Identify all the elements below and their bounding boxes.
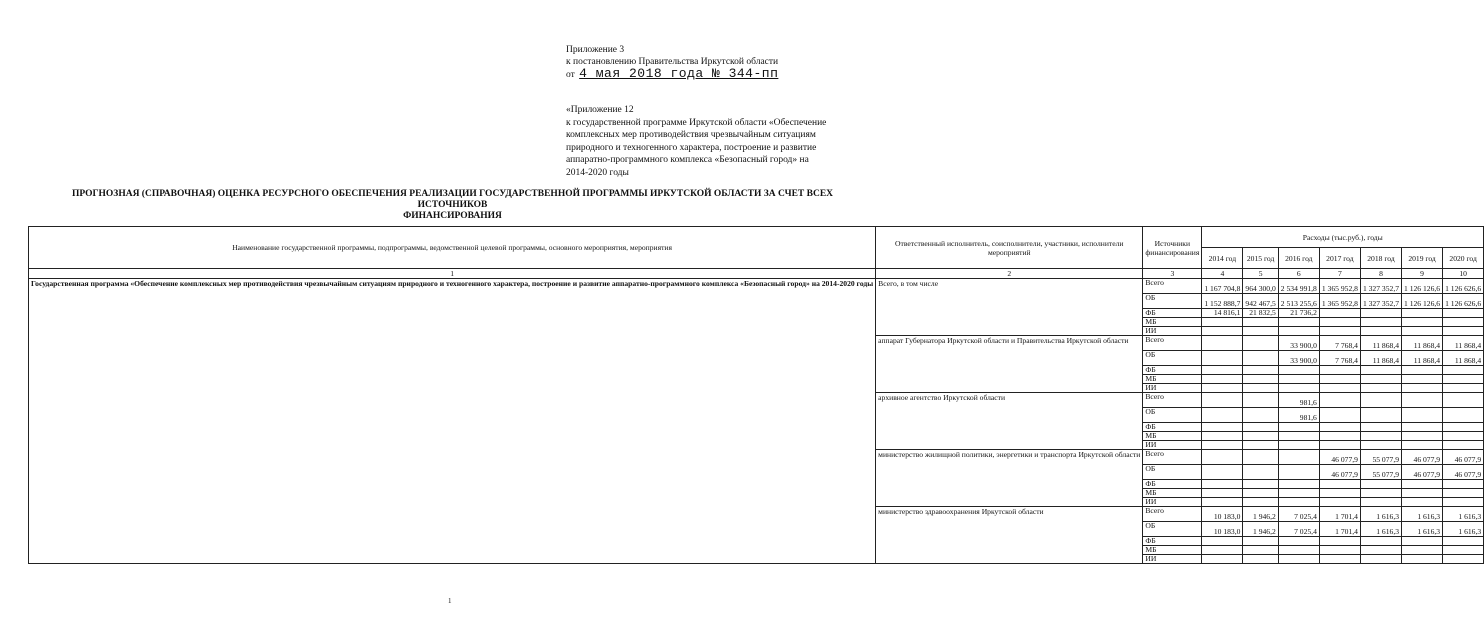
value-cell — [1402, 408, 1443, 423]
value-cell: 2 534 991,8 — [1278, 279, 1319, 294]
value-cell — [1402, 489, 1443, 498]
value-cell: 981,6 — [1278, 408, 1319, 423]
value-cell — [1243, 489, 1278, 498]
value-cell — [1202, 393, 1243, 408]
col-number: 5 — [1243, 269, 1278, 279]
value-cell: 1 365 952,8 — [1319, 279, 1360, 294]
value-cell — [1243, 498, 1278, 507]
value-cell — [1402, 441, 1443, 450]
value-cell — [1278, 384, 1319, 393]
value-cell: 1 126 126,6 — [1402, 279, 1443, 294]
value-cell — [1243, 537, 1278, 546]
value-cell — [1319, 441, 1360, 450]
value-cell — [1360, 489, 1401, 498]
value-cell — [1278, 375, 1319, 384]
value-cell — [1319, 498, 1360, 507]
source-cell: ОБ — [1143, 351, 1202, 366]
source-cell: ФБ — [1143, 309, 1202, 318]
source-cell: ОБ — [1143, 522, 1202, 537]
value-cell — [1443, 555, 1484, 564]
value-cell — [1443, 408, 1484, 423]
executor-cell: архивное агентство Иркутской области — [876, 393, 1143, 450]
value-cell — [1443, 423, 1484, 432]
value-cell: 1 167 704,8 — [1202, 279, 1243, 294]
value-cell: 55 077,9 — [1360, 450, 1401, 465]
value-cell — [1202, 384, 1243, 393]
value-cell — [1319, 309, 1360, 318]
value-cell: 7 768,4 — [1319, 336, 1360, 351]
value-cell — [1278, 480, 1319, 489]
value-cell: 1 126 126,6 — [1402, 294, 1443, 309]
value-cell: 1 616,3 — [1443, 507, 1484, 522]
value-cell: 21 832,5 — [1243, 309, 1278, 318]
value-cell — [1360, 366, 1401, 375]
value-cell — [1443, 327, 1484, 336]
value-cell — [1243, 423, 1278, 432]
executor-cell: министерство жилищной политики, энергетики и транспорта Иркутской области — [876, 450, 1143, 507]
source-cell: ОБ — [1143, 408, 1202, 423]
col-number: 1 — [29, 269, 876, 279]
value-cell — [1360, 375, 1401, 384]
value-cell — [1278, 489, 1319, 498]
value-cell: 11 868,4 — [1402, 351, 1443, 366]
value-cell — [1443, 480, 1484, 489]
value-cell — [1319, 384, 1360, 393]
value-cell — [1243, 351, 1278, 366]
value-cell — [1243, 318, 1278, 327]
decree-header — [566, 44, 778, 81]
value-cell: 21 736,2 — [1278, 309, 1319, 318]
value-cell — [1319, 393, 1360, 408]
appendix-12-block — [566, 104, 866, 180]
value-cell — [1319, 489, 1360, 498]
value-cell: 33 900,0 — [1278, 336, 1319, 351]
value-cell — [1202, 351, 1243, 366]
value-cell: 964 300,0 — [1243, 279, 1278, 294]
col-header-source: Источники финансирования — [1143, 227, 1202, 269]
value-cell — [1202, 489, 1243, 498]
source-cell: ФБ — [1143, 366, 1202, 375]
value-cell — [1360, 480, 1401, 489]
value-cell: 33 900,0 — [1278, 351, 1319, 366]
value-cell — [1202, 423, 1243, 432]
value-cell — [1202, 555, 1243, 564]
value-cell — [1360, 318, 1401, 327]
value-cell — [1278, 327, 1319, 336]
value-cell — [1278, 465, 1319, 480]
value-cell — [1402, 480, 1443, 489]
value-cell — [1278, 423, 1319, 432]
value-cell — [1319, 432, 1360, 441]
value-cell — [1243, 465, 1278, 480]
value-cell: 46 077,9 — [1402, 450, 1443, 465]
value-cell — [1402, 375, 1443, 384]
value-cell — [1202, 546, 1243, 555]
source-cell: ФБ — [1143, 537, 1202, 546]
value-cell — [1278, 432, 1319, 441]
col-number: 4 — [1202, 269, 1243, 279]
value-cell: 1 616,3 — [1443, 522, 1484, 537]
source-cell: ФБ — [1143, 423, 1202, 432]
year-header: 2017 год — [1319, 248, 1360, 269]
value-cell — [1243, 546, 1278, 555]
appendix-12-line: комплексных мер противодействия чрезвычайным ситуациям — [566, 130, 816, 141]
value-cell — [1243, 441, 1278, 450]
value-cell — [1319, 375, 1360, 384]
value-cell — [1278, 546, 1319, 555]
decree-date-line — [566, 68, 778, 81]
value-cell — [1243, 375, 1278, 384]
value-cell: 46 077,9 — [1319, 450, 1360, 465]
value-cell: 10 183,0 — [1202, 522, 1243, 537]
value-cell — [1443, 366, 1484, 375]
program-name-cell: Государственная программа «Обеспечение комплексных мер противодействия чрезвычайным ситуациям природного и техногенного характера, построение и развитие аппаратно-программного комплекса «Безопасный город» на 2014-2020 годы — [29, 279, 876, 564]
appendix-12-line: аппаратно-программного комплекса «Безопасный город» на — [566, 155, 809, 166]
value-cell: 11 868,4 — [1360, 336, 1401, 351]
value-cell — [1278, 537, 1319, 546]
source-cell: ИИ — [1143, 327, 1202, 336]
col-header-executor: Ответственный исполнитель, соисполнители, участники, исполнители мероприятий — [876, 227, 1143, 269]
source-cell: МБ — [1143, 375, 1202, 384]
appendix-12-line: «Приложение 12 — [566, 105, 634, 115]
value-cell — [1202, 366, 1243, 375]
value-cell: 11 868,4 — [1443, 336, 1484, 351]
executor-cell: аппарат Губернатора Иркутской области и Правительства Иркутской области — [876, 336, 1143, 393]
value-cell: 55 077,9 — [1360, 465, 1401, 480]
to-decree-label: к постановлению Правительства Иркутской области — [566, 57, 779, 67]
from-label: от — [566, 70, 575, 80]
value-cell: 14 816,1 — [1202, 309, 1243, 318]
value-cell — [1202, 318, 1243, 327]
source-cell: МБ — [1143, 432, 1202, 441]
value-cell — [1360, 408, 1401, 423]
source-cell: Всего — [1143, 336, 1202, 351]
source-cell: ФБ — [1143, 480, 1202, 489]
value-cell: 2 513 255,6 — [1278, 294, 1319, 309]
value-cell — [1360, 498, 1401, 507]
value-cell: 10 183,0 — [1202, 507, 1243, 522]
col-header-expenses: Расходы (тыс.руб.), годы — [1202, 227, 1484, 248]
value-cell: 1 327 352,7 — [1360, 279, 1401, 294]
source-cell: ИИ — [1143, 384, 1202, 393]
value-cell — [1402, 546, 1443, 555]
value-cell — [1202, 465, 1243, 480]
value-cell — [1443, 432, 1484, 441]
value-cell: 11 868,4 — [1402, 336, 1443, 351]
value-cell — [1202, 336, 1243, 351]
value-cell: 1 616,3 — [1360, 507, 1401, 522]
title-line-2: ФИНАНСИРОВАНИЯ — [403, 211, 502, 221]
value-cell — [1202, 327, 1243, 336]
value-cell: 1 152 888,7 — [1202, 294, 1243, 309]
year-header: 2020 год — [1443, 248, 1484, 269]
value-cell: 1 126 626,6 — [1443, 294, 1484, 309]
value-cell — [1360, 423, 1401, 432]
value-cell — [1243, 450, 1278, 465]
source-cell: ИИ — [1143, 441, 1202, 450]
value-cell — [1278, 366, 1319, 375]
value-cell: 46 077,9 — [1443, 450, 1484, 465]
value-cell: 7 025,4 — [1278, 507, 1319, 522]
col-number: 9 — [1402, 269, 1443, 279]
source-cell: ИИ — [1143, 555, 1202, 564]
value-cell — [1319, 555, 1360, 564]
value-cell — [1443, 318, 1484, 327]
value-cell — [1402, 309, 1443, 318]
value-cell — [1360, 327, 1401, 336]
source-cell: Всего — [1143, 393, 1202, 408]
col-number: 2 — [876, 269, 1143, 279]
col-number: 7 — [1319, 269, 1360, 279]
value-cell — [1202, 450, 1243, 465]
value-cell — [1360, 555, 1401, 564]
value-cell — [1319, 423, 1360, 432]
col-number: 8 — [1360, 269, 1401, 279]
value-cell — [1402, 432, 1443, 441]
appendix-12-line: природного и техногенного характера, построение и развитие — [566, 142, 817, 153]
value-cell — [1443, 546, 1484, 555]
value-cell: 1 126 626,6 — [1443, 279, 1484, 294]
value-cell: 7 025,4 — [1278, 522, 1319, 537]
value-cell — [1243, 432, 1278, 441]
value-cell — [1319, 408, 1360, 423]
value-cell — [1243, 327, 1278, 336]
year-header: 2018 год — [1360, 248, 1401, 269]
value-cell — [1443, 537, 1484, 546]
table-body — [29, 279, 1484, 564]
page-number: 1 — [448, 597, 452, 605]
value-cell — [1443, 489, 1484, 498]
col-number: 3 — [1143, 269, 1202, 279]
value-cell: 11 868,4 — [1443, 351, 1484, 366]
value-cell: 1 701,4 — [1319, 507, 1360, 522]
executor-cell: министерство здравоохранения Иркутской области — [876, 507, 1143, 564]
resource-table — [28, 226, 1484, 564]
title-line-1: ПРОГНОЗНАЯ (СПРАВОЧНАЯ) ОЦЕНКА РЕСУРСНОГО ОБЕСПЕЧЕНИЯ РЕАЛИЗАЦИИ ГОСУДАРСТВЕННОЙ ПРОГРАММЫ ИРКУТСКОЙ ОБЛАСТИ ЗА СЧЕТ ВСЕХ ИСТОЧНИКОВ — [71, 189, 834, 210]
col-header-name: Наименование государственной программы, подпрограммы, ведомственной целевой программы, основного мероприятия, мероприятия — [29, 227, 876, 269]
source-cell: Всего — [1143, 507, 1202, 522]
value-cell: 46 077,9 — [1402, 465, 1443, 480]
source-cell: ОБ — [1143, 465, 1202, 480]
value-cell: 942 467,5 — [1243, 294, 1278, 309]
value-cell — [1402, 537, 1443, 546]
value-cell — [1443, 393, 1484, 408]
value-cell — [1319, 366, 1360, 375]
document-title — [40, 189, 865, 222]
value-cell — [1319, 546, 1360, 555]
value-cell: 11 868,4 — [1360, 351, 1401, 366]
value-cell — [1360, 384, 1401, 393]
value-cell — [1243, 366, 1278, 375]
value-cell: 46 077,9 — [1319, 465, 1360, 480]
value-cell — [1443, 384, 1484, 393]
appendix-12-line: к государственной программе Иркутской области «Обеспечение — [566, 117, 827, 128]
value-cell — [1202, 432, 1243, 441]
value-cell — [1243, 336, 1278, 351]
value-cell — [1360, 537, 1401, 546]
value-cell — [1202, 375, 1243, 384]
executor-cell: Всего, в том числе — [876, 279, 1143, 336]
value-cell — [1360, 546, 1401, 555]
source-cell: Всего — [1143, 279, 1202, 294]
value-cell — [1278, 318, 1319, 327]
value-cell: 1 616,3 — [1360, 522, 1401, 537]
value-cell — [1443, 309, 1484, 318]
value-cell: 1 701,4 — [1319, 522, 1360, 537]
year-header: 2016 год — [1278, 248, 1319, 269]
value-cell — [1202, 480, 1243, 489]
value-cell — [1402, 498, 1443, 507]
value-cell — [1402, 423, 1443, 432]
value-cell — [1402, 318, 1443, 327]
value-cell — [1319, 327, 1360, 336]
value-cell — [1278, 450, 1319, 465]
col-number: 10 — [1443, 269, 1484, 279]
table-row — [29, 279, 1484, 294]
value-cell — [1402, 393, 1443, 408]
value-cell: 1 946,2 — [1243, 507, 1278, 522]
value-cell — [1402, 555, 1443, 564]
value-cell: 1 365 952,8 — [1319, 294, 1360, 309]
value-cell — [1443, 441, 1484, 450]
value-cell — [1402, 366, 1443, 375]
value-cell — [1360, 441, 1401, 450]
value-cell — [1202, 441, 1243, 450]
value-cell — [1202, 498, 1243, 507]
value-cell: 981,6 — [1278, 393, 1319, 408]
value-cell: 1 327 352,7 — [1360, 294, 1401, 309]
source-cell: МБ — [1143, 546, 1202, 555]
value-cell — [1243, 480, 1278, 489]
value-cell: 1 616,3 — [1402, 522, 1443, 537]
value-cell — [1278, 555, 1319, 564]
value-cell — [1202, 537, 1243, 546]
value-cell — [1243, 555, 1278, 564]
appendix-3-label: Приложение 3 — [566, 45, 625, 55]
value-cell: 1 616,3 — [1402, 507, 1443, 522]
value-cell — [1319, 537, 1360, 546]
source-cell: ИИ — [1143, 498, 1202, 507]
value-cell: 1 946,2 — [1243, 522, 1278, 537]
value-cell — [1360, 309, 1401, 318]
year-header: 2019 год — [1402, 248, 1443, 269]
value-cell — [1319, 318, 1360, 327]
value-cell — [1402, 384, 1443, 393]
value-cell — [1360, 432, 1401, 441]
value-cell: 7 768,4 — [1319, 351, 1360, 366]
value-cell — [1319, 480, 1360, 489]
value-cell — [1443, 498, 1484, 507]
value-cell — [1443, 375, 1484, 384]
appendix-12-line: 2014-2020 годы — [566, 167, 629, 178]
value-cell — [1243, 393, 1278, 408]
col-number: 6 — [1278, 269, 1319, 279]
year-header: 2015 год — [1243, 248, 1278, 269]
value-cell — [1243, 384, 1278, 393]
value-cell: 46 077,9 — [1443, 465, 1484, 480]
value-cell — [1278, 441, 1319, 450]
value-cell — [1360, 393, 1401, 408]
value-cell — [1202, 408, 1243, 423]
value-cell — [1402, 327, 1443, 336]
decree-number: 4 мая 2018 года № 344-пп — [579, 66, 779, 81]
source-cell: ОБ — [1143, 294, 1202, 309]
value-cell — [1243, 408, 1278, 423]
source-cell: Всего — [1143, 450, 1202, 465]
value-cell — [1278, 498, 1319, 507]
source-cell: МБ — [1143, 318, 1202, 327]
year-header: 2014 год — [1202, 248, 1243, 269]
source-cell: МБ — [1143, 489, 1202, 498]
